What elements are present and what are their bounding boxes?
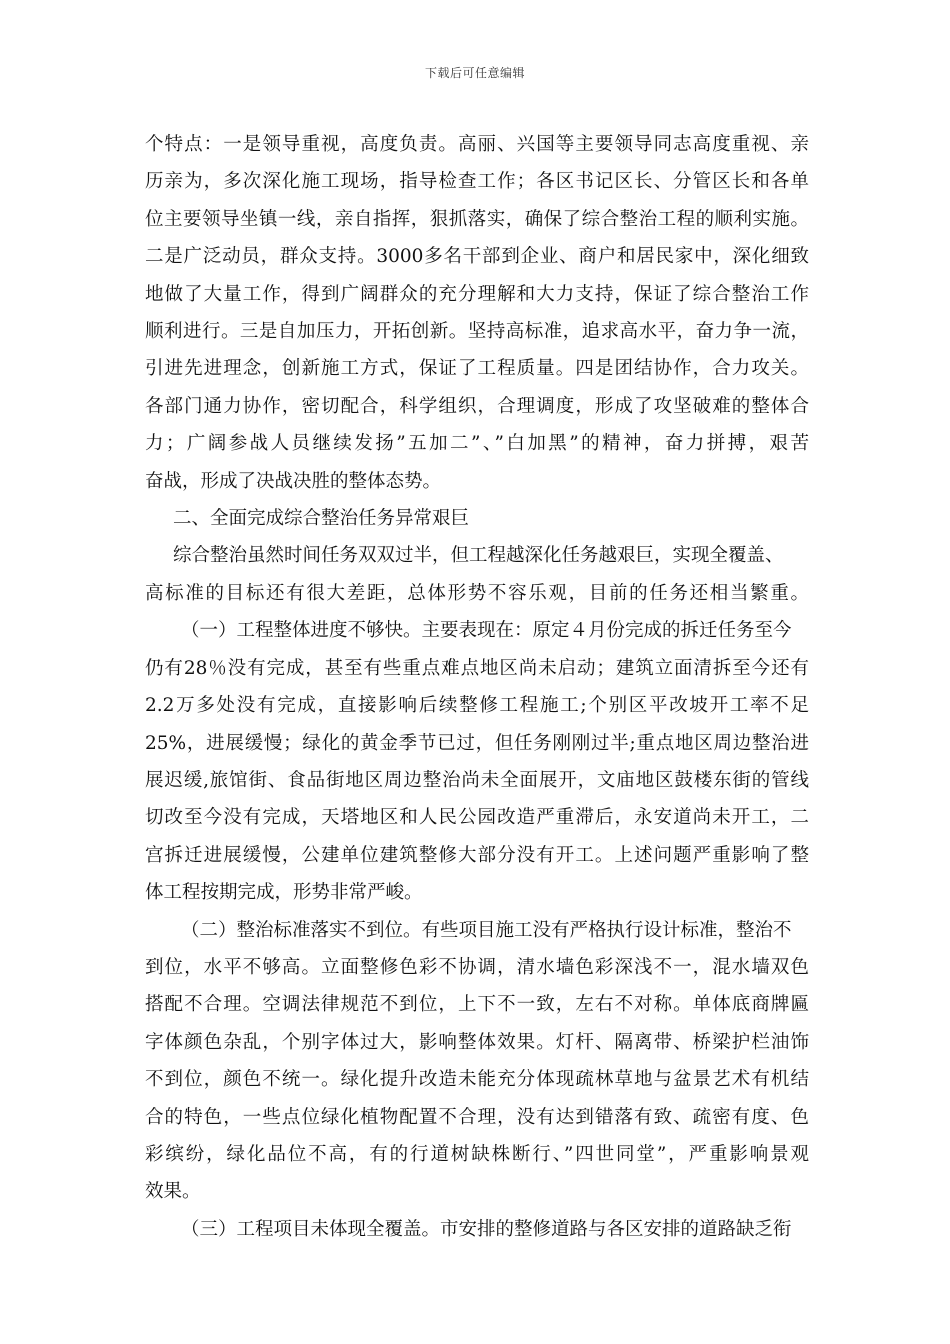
paragraph-2 — [145, 537, 809, 612]
text-line: 字体颜色杂乱，个别字体过大，影响整体效果。灯杆、隔离带、桥梁护栏油饰 — [145, 1031, 809, 1053]
text-line: 仍有28％没有完成，甚至有些重点难点地区尚未启动；建筑立面清拆至今还有 — [145, 657, 809, 679]
text-line: 25%，进展缓慢；绿化的黄金季节已过，但任务刚刚过半;重点地区周边整治进 — [145, 732, 809, 754]
text-line: 合的特色，一些点位绿化植物配置不合理，没有达到错落有致、疏密有度、色 — [145, 1106, 809, 1128]
page-header: 下载后可任意编辑 — [424, 66, 525, 80]
text-line: 效果。 — [145, 1181, 201, 1203]
text-line: 地做了大量工作，得到广阔群众的充分理解和大力支持，保证了综合整治工作 — [145, 283, 809, 305]
paragraph-4 — [145, 912, 809, 1211]
text-line: 切改至今没有完成，天塔地区和人民公园改造严重滞后，永安道尚未开工，二 — [145, 807, 809, 829]
text-line: 二是广泛动员，群众支持。3000多名干部到企业、商户和居民家中，深化细致 — [145, 246, 809, 268]
text-line: 各部门通力协作，密切配合，科学组织，合理调度，形成了攻坚破难的整体合 — [145, 395, 809, 417]
text-line: 历亲为，多次深化施工现场，指导检查工作；各区书记区长、分管区长和各单 — [145, 171, 809, 193]
text-line: 位主要领导坐镇一线，亲自指挥，狠抓落实，确保了综合整治工程的顺利实施。 — [145, 208, 809, 230]
paragraph-1 — [145, 126, 809, 500]
text-line: 体工程按期完成，形势非常严峻。 — [145, 882, 423, 904]
section-heading — [145, 500, 809, 537]
text-line: 彩缤纷，绿化品位不高，有的行道树缺株断行、”四世同堂”，严重影响景观 — [145, 1143, 809, 1165]
text-line: 不到位，颜色不统一。绿化提升改造未能充分体现疏林草地与盆景艺术有机结 — [145, 1069, 809, 1091]
paragraph-3 — [145, 612, 809, 911]
text-line: 引进先进理念，创新施工方式，保证了工程质量。四是团结协作，合力攻关。 — [145, 358, 809, 380]
text-line: 2.2万多处没有完成，直接影响后续整修工程施工;个别区平改坡开工率不足 — [145, 695, 809, 717]
text-line: 宫拆迁进展缓慢，公建单位建筑整修大部分没有开工。上述问题严重影响了整 — [145, 844, 809, 866]
text-line: （二）整治标准落实不到位。有些项目施工没有严格执行设计标准，整治不 — [181, 919, 792, 941]
text-line: （一）工程整体进度不够快。主要表现在：原定４月份完成的拆迁任务至今 — [181, 620, 792, 642]
text-line: 奋战，形成了决战决胜的整体态势。 — [145, 470, 442, 492]
paragraph-5 — [145, 1211, 809, 1248]
heading-text: 二、全面完成综合整治任务异常艰巨 — [173, 508, 470, 530]
text-line: 综合整治虽然时间任务双双过半，但工程越深化任务越艰巨，实现全覆盖、 — [173, 545, 784, 567]
text-line: 高标准的目标还有很大差距，总体形势不容乐观，目前的任务还相当繁重。 — [145, 582, 809, 604]
text-line: （三）工程项目未体现全覆盖。市安排的整修道路与各区安排的道路缺乏衔 — [181, 1218, 792, 1240]
text-line: 顺利进行。三是自加压力，开拓创新。坚持高标准，追求高水平，奋力争一流， — [145, 321, 809, 343]
text-line: 搭配不合理。空调法律规范不到位，上下不一致，左右不对称。单体底商牌匾 — [145, 994, 809, 1016]
document-body — [145, 126, 809, 1248]
text-line: 力；广阔参战人员继续发扬”五加二”、”白加黑”的精神，奋力拼搏，艰苦 — [145, 433, 809, 455]
text-line: 展迟缓,旅馆街、食品街地区周边整治尚未全面展开，文庙地区鼓楼东街的管线 — [145, 769, 809, 791]
text-line: 到位，水平不够高。立面整修色彩不协调，清水墙色彩深浅不一，混水墙双色 — [145, 956, 809, 978]
text-line: 个特点：一是领导重视，高度负责。高丽、兴国等主要领导同志高度重视、亲 — [145, 134, 809, 155]
